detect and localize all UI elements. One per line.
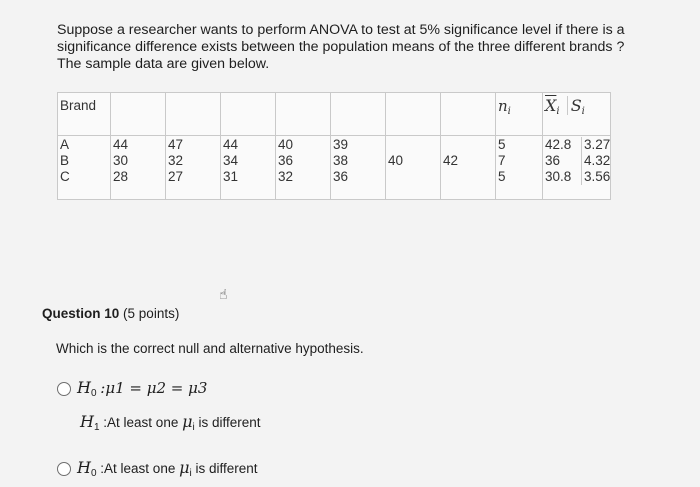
table-header-row xyxy=(58,93,611,136)
value-column-3: 44 34 31 xyxy=(221,136,276,200)
option-1-radio[interactable] xyxy=(57,382,71,396)
mean-sd-column: 42.8 36 30.8 3.27 4.32 3.56 xyxy=(543,136,611,200)
mean-sd-header: $\overline{X}_i$ $S_i$ xyxy=(543,93,611,136)
brand-header: Brand xyxy=(58,93,111,136)
sample-data-table xyxy=(57,92,611,200)
option-1-h0: $H_0$ :μ1 = μ2 = μ3 xyxy=(77,378,208,399)
brand-column: A B C xyxy=(58,136,111,200)
ni-header: $n_i$ xyxy=(496,93,543,136)
hand-pointer-icon: ☝ xyxy=(219,286,228,302)
problem-statement: Suppose a researcher wants to perform ANOVA to test at 5% significance level if there is a significance difference exists between the population means of the three different brands ? The sample data are given below. xyxy=(57,22,625,72)
value-column-4: 40 36 32 xyxy=(276,136,331,200)
value-column-5: 39 38 36 xyxy=(331,136,386,200)
value-column-2: 47 32 27 xyxy=(166,136,221,200)
value-column-1: 44 30 28 xyxy=(111,136,166,200)
question-title: Question 10 (5 points) xyxy=(42,306,180,321)
option-1[interactable] xyxy=(57,378,207,399)
value-column-7: 42 xyxy=(441,136,496,200)
option-2[interactable] xyxy=(57,458,258,479)
ni-column: 5 7 5 xyxy=(496,136,543,200)
option-2-h0: $H_0$ :At least one $\mu_i$ is different xyxy=(77,458,258,479)
value-column-6: 40 xyxy=(386,136,441,200)
option-1-h1: $H_1$ :At least one $\mu_i$ is different xyxy=(80,412,261,433)
option-2-radio[interactable] xyxy=(57,462,71,476)
question-text: Which is the correct null and alternative hypothesis. xyxy=(56,341,364,356)
table-body-row xyxy=(58,136,611,200)
